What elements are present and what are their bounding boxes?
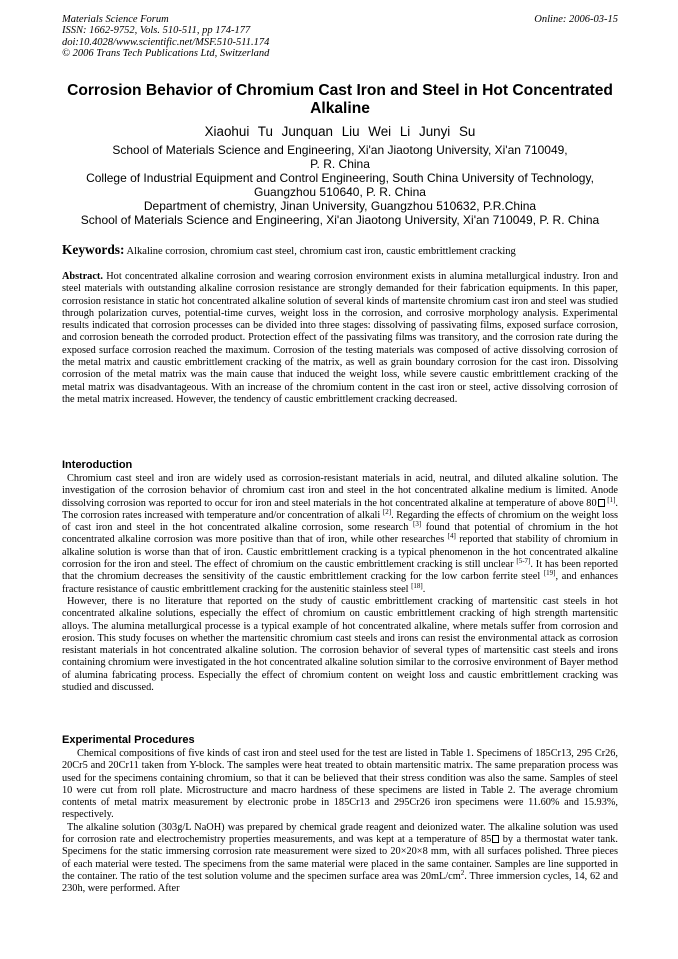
paper-title: Corrosion Behavior of Chromium Cast Iron and Steel in Hot Concentrated Alkaline: [67, 82, 613, 117]
affiliation-line: School of Materials Science and Engineering, Xi'an Jiaotong University, Xi'an 710049, P. R. China: [80, 213, 600, 228]
text-run: .: [422, 583, 426, 595]
affiliation-line: Department of chemistry, Jinan University, Guangzhou 510632, P.R.China: [143, 199, 537, 214]
abstract-label: Abstract.: [62, 271, 103, 282]
issn-line: ISSN: 1662-9752, Vols. 510-511, pp 174-177: [62, 25, 251, 37]
keywords-label: Keywords:: [62, 242, 125, 257]
text-run: . Three immersion cycles, 14, 62 and 230h, were performed. After: [62, 870, 618, 895]
abstract: [62, 271, 618, 406]
introduction-section: [62, 459, 618, 694]
experimental-paragraph-1: Chemical compositions of five kinds of cast iron and steel used for the test are listed in Table 1. Specimens of 185Cr13, 295 Cr26, 20Cr5 and 20Cr11 taken from Y-block. The samples were heat treated to obtain martensitic matrix. The same preparation process was used for the specimens containing chromium, so that it can be believed that their stress condition was also the same. Samples of steel 10 were cut from roll plate. Microstructure and macro hardness of these specimens are listed in Table 2. The average chromium contents of metal matrix measurement by electronic probe in 185Cr13 and 295Cr26 iron specimens were 11.60% and 15.93%, respectively.: [62, 748, 618, 821]
text-run: The alkaline solution (303g/L NaOH) was prepared by chemical grade reagent and deionized water. The alkaline solution was used for corrosion rate and electrochemistry properties measurements, and was kept at a temperature of 85: [62, 821, 618, 846]
text-run: by a thermostat water tank. Specimens for the static immersing corrosion rate measurement were sized to 20×20×8 mm, with all surfaces polished. Three pieces of each material were tested. The specimens from the same material were placed in the same container. Samples are line supported in the container. The ratio of the test solution volume and the specimen surface area was 20mL/cm: [62, 834, 618, 882]
experimental-section: [62, 734, 618, 896]
affiliation-line: College of Industrial Equipment and Control Engineering, South China University of Technology,: [86, 171, 594, 186]
author-list: Xiaohui Tu Junquan Liu Wei Li Junyi Su: [204, 124, 476, 139]
citation: [18]: [411, 581, 423, 590]
introduction-paragraph-2: However, there is no literature that reported on the study of caustic embrittlement cracking of martensitic cast steels in hot concentrated alkaline solutions, especially the effect of chromium on caustic embrittlement cracking of high strength martensitic alloys. The alumina metallurgical processe is a typical example of hot concentrated alkaline, where metals suffer from corrosion and erosion. This study focuses on whether the martensitic chromium cast steels and irons can resist the environmental attack as corrosion resistant materials in hot concentrated alkaline solution. The corrosion behavior of several types of martensitic cast steels and irons containing chromium were investigated in the hot concentrated alkaline solution similar to the corrosive environment of Bayer method of alumina fabricating process. Especially the effect of chromium content on weight loss and caustic embrittlement cracking was studied and discussed.: [62, 595, 618, 694]
text-run: , and enhances fracture resistance of caustic embrittlement cracking for the austenitic stainless steel: [62, 571, 618, 595]
citation: [1]: [607, 495, 616, 504]
text-run: found that potential of chromium in the hot concentrated alkaline corrosion was more positive than that of iron, while other researches: [62, 522, 618, 546]
abstract-paragraph: [62, 271, 618, 406]
text-run: . Regarding the effects of chromium on the weight loss of cast iron and steel in the hot concentrated alkaline corrosion, some research: [62, 509, 618, 534]
text-run: Chromium cast steel and iron are widely used as corrosion-resistant materials in acid, neutral, and diluted alkaline solution. The investigation of the corrosion behavior of chromium cast iron and steel in the hot concentrated alkaline medium is limited. Anode dissolving corrosion was reported to occur for iron and steel materials in the hot concentrated alkaline at temperature of above 80: [62, 473, 618, 509]
citation: [19]: [543, 569, 556, 578]
keywords: [62, 243, 618, 259]
affiliation-line: School of Materials Science and Engineering, Xi'an Jiaotong University, Xi'an 710049,: [112, 143, 568, 157]
experimental-heading: Experimental Procedures: [62, 734, 195, 746]
online-date: Online: 2006-03-15: [534, 14, 618, 25]
keywords-text: Alkaline corrosion, chromium cast steel, chromium cast iron, caustic embrittlement cracking: [124, 246, 516, 257]
introduction-paragraph-1: [62, 473, 618, 596]
text-run: . It has been reported that the chromium decreases the sensitivity of the caustic embrittlement cracking for the low carbon ferrite steel: [62, 559, 618, 583]
affiliation-line: Guangzhou 510640, P. R. China: [254, 185, 426, 200]
introduction-heading: Interoduction: [62, 459, 133, 471]
affiliation-line: P. R. China: [310, 157, 370, 172]
copyright-line: © 2006 Trans Tech Publications Ltd, Switzerland: [62, 48, 270, 60]
degree-symbol-box: [598, 499, 605, 507]
affiliation-list: [56, 143, 624, 228]
journal-header: [62, 14, 618, 60]
abstract-text: Hot concentrated alkaline corrosion and wearing corrosion environment exists in alumina metallurgical industry. Iron and steel materials with outstanding alkaline corrosion resistance are strongly demanded for their fabrication equipments. In this paper, corrosion resistance in static hot concentrated alkaline solution of several kinds of martensite chromium cast iron and steel was studied through polarization curves, potential-time curves, weight loss in the corrosion, and corrosive morphology analysis. Experimental results indicated that corrosion processes can be divided into three stages: dissolving of passivating films, exposed surface corrosion, and corrosion beneath the corroded product. Protection effect of the passivating films was transitory, and the corrosion rate during the exposed surface corrosion reached the maximum. Corrosion of the testing materials was composed of active dissolving corrosion of the metal matrix and caustic embrittlement cracking of the matrix, as well as grain boundary corrosion for the cast iron. Dissolving corrosion of the metal matrix was the main cause that induced the weight loss, while severe caustic embrittlement cracking of the metal matrix was disadvantageous. With an increase of the chromium content in the cast iron or steel, active dissolving corrosion of the metal matrix increased. However, the tendency of caustic embrittlement cracking decreased.: [62, 271, 618, 405]
doi-line: doi:10.4028/www.scientific.net/MSF.510-511.174: [62, 36, 270, 48]
journal-name: Materials Science Forum: [62, 14, 169, 25]
experimental-paragraph-2: [62, 822, 618, 896]
citation: [2]: [382, 507, 392, 516]
superscript: 2: [460, 868, 465, 877]
text-run: reported that stability of chromium in alkaline solution is worse than that of iron. Caustic embrittlement cracking is a typical phenomenon in the hot concentrated alkaline corrosion for the iron and steel. The effect of chromium on the caustic embrittlement cracking is still unclear: [62, 534, 618, 571]
citation: [5-7]: [516, 557, 531, 566]
citation: [3]: [412, 520, 422, 529]
text-run: . The corrosion rates increased with temperature and/or concentration of alkali: [62, 497, 618, 521]
citation: [4]: [447, 532, 456, 541]
